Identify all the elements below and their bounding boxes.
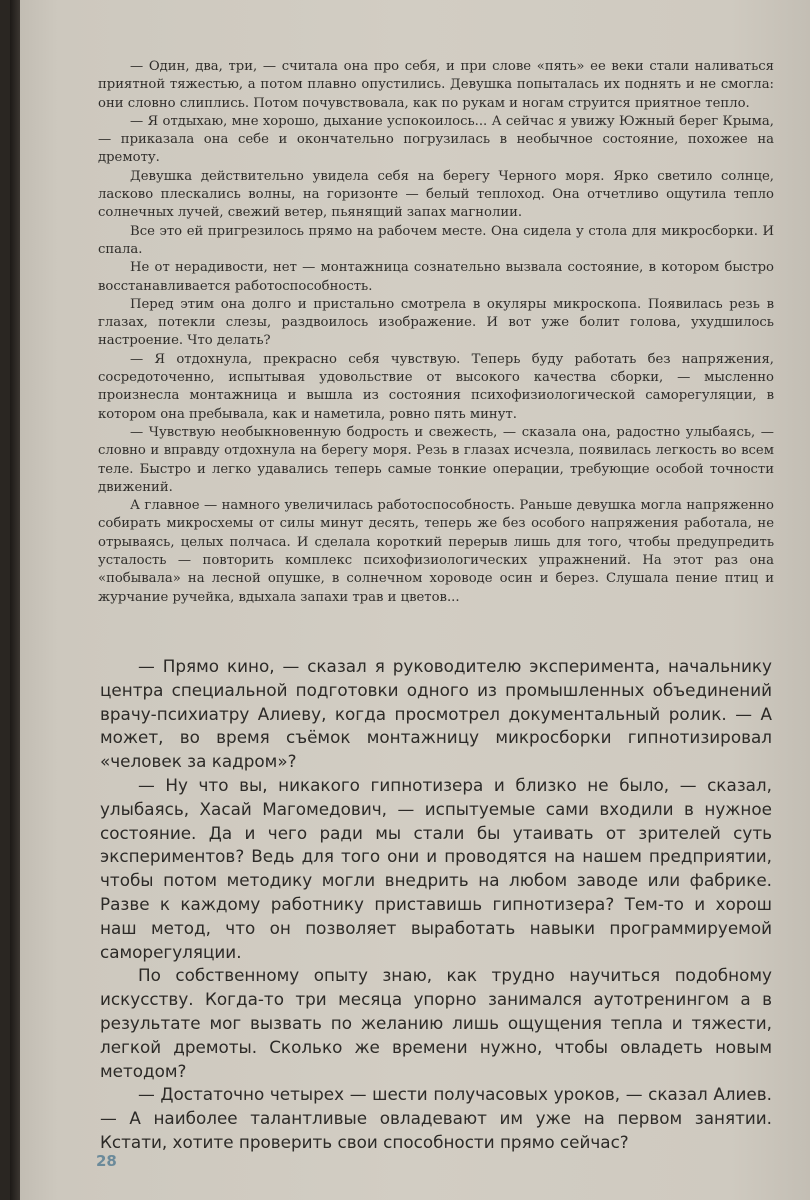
excerpt-paragraph: — Чувствую необыкновенную бодрость и свежесть, — сказала она, радостно улыбаясь, — словно и вправду отдохнула на берегу моря. Резь в глазах исчезла, появилась легкость во всем теле. Быстро и легко удавались теперь самые тонкие операции, требующие особой точности движений. xyxy=(98,424,774,495)
excerpt-paragraph: Все это ей пригрезилось прямо на рабочем месте. Она сидела у стола для микросборки. И спала. xyxy=(98,223,774,257)
excerpt-paragraph: А главное — намного увеличилась работоспособность. Раньше девушка могла напряженно собирать микросхемы от силы минут десять, теперь же без особого напряжения работала, не отрываясь, целых полчаса. И сделала короткий перерыв лишь для того, чтобы предупредить усталость — повторить комплекс психофизиологических упражнений. На этот раз она «побывала» на лесной опушке, в солнечном хороводе осин и берез. Слушала пение птиц и журчание ручейка, вдыхала запахи трав и цветов... xyxy=(98,498,774,605)
article-paragraph: По собственному опыту знаю, как трудно научиться подобному искусству. Когда-то три месяца упорно занимался аутотренингом а в результате мог вызвать по желанию лишь ощущения тепла и тяжести, легкой дремоты. Сколько же времени нужно, чтобы овладеть новым методом? xyxy=(100,965,772,1081)
excerpt-paragraph: Перед этим она долго и пристально смотрела в окуляры микроскопа. Появилась резь в глазах, потекли слезы, раздвоилось изображение. И вот уже болит голова, ухудшилось настроение. Что делать? xyxy=(98,296,774,349)
excerpt-paragraph: Не от нерадивости, нет — монтажница сознательно вызвала состояние, в котором быстро восстанавливается работоспособность. xyxy=(98,260,774,294)
book-page xyxy=(10,0,810,1200)
book-binding xyxy=(10,0,20,1200)
article-paragraph: — Ну что вы, никакого гипнотизера и близко не было, — сказал, улыбаясь, Хасай Магомедович, — испытуемые сами входили в нужное состояние. Да и чего ради мы стали бы утаивать от зрителей суть экспериментов? Ведь для того они и проводятся на нашем предприятии, чтобы потом методику могли внедрить на любом заводе или фабрике. Разве к каждому работнику приставишь гипнотизера? Тем-то и хорош наш метод, что он позволяет выработать навыки программируемой саморегуляции. xyxy=(100,774,772,962)
excerpt-paragraph: — Один, два, три, — считала она про себя, и при слове «пять» ее веки стали наливаться приятной тяжестью, а потом плавно опустились. Девушка попыталась их поднять и не смогла: они словно слиплись. Потом почувствовала, как по рукам и ногам струится приятное тепло. xyxy=(98,59,774,111)
article-section xyxy=(100,655,772,1155)
page-number: 28 xyxy=(96,1152,117,1170)
article-paragraph: — Прямо кино, — сказал я руководителю эксперимента, начальнику центра специальной подготовки одного из промышленных объединений врачу-психиатру Алиеву, когда просмотрел документальный ролик. — А может, во время съёмок монтажницу микросборки гипнотизировал «человек за кадром»? xyxy=(100,656,772,772)
excerpt-paragraph: Девушка действительно увидела себя на берегу Черного моря. Ярко светило солнце, ласково плескались волны, на горизонте — белый теплоход. Она отчетливо ощутила тепло солнечных лучей, свежий ветер, пьянящий запах магнолии. xyxy=(98,168,774,221)
excerpt-section xyxy=(98,58,774,607)
excerpt-paragraph: — Я отдыхаю, мне хорошо, дыхание успокоилось... А сейчас я увижу Южный берег Крыма, — приказала она себе и окончательно погрузилась в необычное состояние, похожее на дремоту. xyxy=(98,113,774,166)
excerpt-paragraph: — Я отдохнула, прекрасно себя чувствую. Теперь буду работать без напряжения, сосредоточенно, испытывая удовольствие от высокого качества сборки, — мысленно произнесла монтажница и вышла из состояния психофизиологической саморегуляции, в котором она пребывала, как и наметила, ровно пять минут. xyxy=(98,351,774,422)
article-paragraph: — Достаточно четырех — шести получасовых уроков, — сказал Алиев. — А наиболее талантливые овладевают им уже на первом занятии. Кстати, хотите проверить свои способности прямо сейчас? xyxy=(100,1084,772,1152)
